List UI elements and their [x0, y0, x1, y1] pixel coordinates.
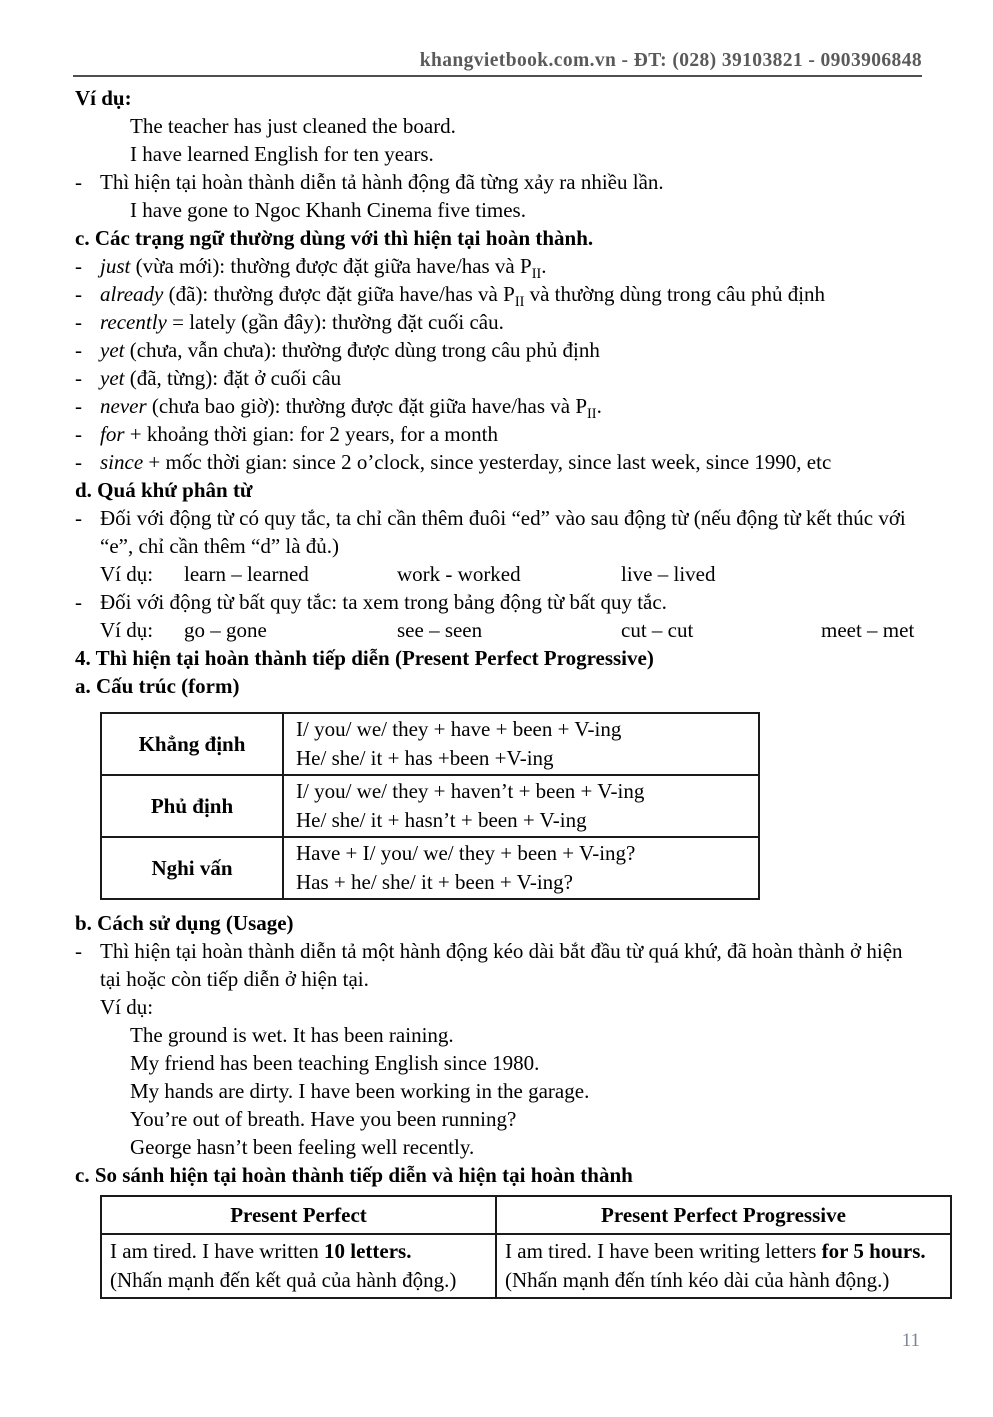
page-content — [75, 84, 926, 1299]
adverb-recently — [75, 308, 923, 336]
form-row-label: Nghi vấn — [101, 837, 283, 899]
bullet-dash: - — [75, 422, 82, 446]
formula-line: I/ you/ we/ they + have + been + V-ing — [296, 717, 622, 741]
example-sentence: The teacher has just cleaned the board. — [130, 114, 456, 138]
example-column: Ví dụ: — [100, 618, 154, 642]
example-sentence: My hands are dirty. I have been working in the garage. — [130, 1079, 590, 1103]
formula-line: I/ you/ we/ they + haven’t + been + V-ing — [296, 779, 645, 803]
page-header: khangvietbook.com.vn - ĐT: (028) 39103821 - 0903906848 — [73, 50, 922, 77]
adverb-never — [75, 392, 923, 423]
example-column: see – seen — [397, 618, 483, 642]
bullet-text: since + mốc thời gian: since 2 o’clock, since yesterday, since last week, since 1990, etc — [100, 450, 832, 474]
regular-verbs-bullet — [75, 504, 923, 560]
vidu-label: Ví dụ: — [100, 995, 154, 1019]
bullet-text: yet (chưa, vẫn chưa): thường được dùng trong câu phủ định — [100, 338, 600, 362]
section-heading-c-adverbs: c. Các trạng ngữ thường dùng với thì hiện tại hoàn thành. — [75, 226, 594, 250]
example-column: live – lived — [621, 562, 716, 586]
irregular-verb-examples — [75, 616, 923, 644]
bullet-dash: - — [75, 310, 82, 334]
bullet-dash: - — [75, 939, 82, 963]
perfect-vs-progressive-table — [100, 1195, 952, 1299]
comparison-cell-line: (Nhấn mạnh đến tính kéo dài của hành động.) — [505, 1268, 890, 1292]
bullet-dash: - — [75, 450, 82, 474]
form-row-formula — [283, 837, 759, 899]
form-row-formula — [283, 713, 759, 775]
formula-line: He/ she/ it + hasn’t + been + V-ing — [296, 808, 587, 832]
section-heading-b-usage: b. Cách sử dụng (Usage) — [75, 911, 294, 935]
form-row-label: Phủ định — [101, 775, 283, 837]
comparison-cell — [101, 1234, 496, 1298]
example-sentence: I have learned English for ten years. — [130, 142, 434, 166]
formula-line: Has + he/ she/ it + been + V-ing? — [296, 870, 573, 894]
bullet-text: just (vừa mới): thường được đặt giữa have/has và $P_{II}$. — [100, 254, 547, 283]
adverb-yet-2 — [75, 364, 923, 392]
bullet-dash: - — [75, 170, 82, 194]
form-table-row — [101, 713, 759, 775]
example-column: cut – cut — [621, 618, 694, 642]
ppp-usage-bullet — [75, 937, 923, 993]
bullet-dash: - — [75, 282, 82, 306]
vidu-label: Ví dụ: — [75, 86, 132, 110]
form-table-row — [101, 775, 759, 837]
form-row-formula — [283, 775, 759, 837]
bullet-dash: - — [75, 590, 82, 614]
regular-verb-examples — [75, 560, 923, 588]
bullet-text: recently = lately (gần đây): thường đặt cuối câu. — [100, 310, 504, 334]
bullet-dash: - — [75, 366, 82, 390]
adverb-just — [75, 252, 923, 283]
example-column: meet – met — [821, 618, 915, 642]
comparison-body-row — [101, 1234, 951, 1298]
example-column: go – gone — [184, 618, 267, 642]
bullet-dash: - — [75, 506, 82, 530]
comparison-cell-line: (Nhấn mạnh đến kết quả của hành động.) — [110, 1268, 457, 1292]
comparison-cell-line: I am tired. I have been writing letters for 5 hours. — [505, 1239, 926, 1263]
bullet-dash: - — [75, 254, 82, 278]
comparison-column-header: Present Perfect — [101, 1196, 496, 1234]
form-table-row — [101, 837, 759, 899]
bullet-text: for + khoảng thời gian: for 2 years, for a month — [100, 422, 498, 446]
bullet-text: yet (đã, từng): đặt ở cuối câu — [100, 366, 342, 390]
example-column: Ví dụ: — [100, 562, 154, 586]
section-heading-d-participle: d. Quá khứ phân từ — [75, 478, 253, 502]
example-column: learn – learned — [184, 562, 309, 586]
bullet-dash: - — [75, 338, 82, 362]
comparison-cell-line: I am tired. I have written 10 letters. — [110, 1239, 412, 1263]
usage-bullet — [75, 168, 923, 196]
example-sentence: George hasn’t been feeling well recently. — [130, 1135, 475, 1159]
page-number: 11 — [901, 1330, 920, 1351]
example-sentence: You’re out of breath. Have you been running? — [130, 1107, 517, 1131]
bullet-text: Thì hiện tại hoàn thành diễn tả hành động đã từng xảy ra nhiều lần. — [100, 170, 664, 194]
bullet-text: Thì hiện tại hoàn thành diễn tả một hành động kéo dài bắt đầu từ quá khứ, đã hoàn thành ở hiện tại hoặc còn tiếp diễn ở hiện tại. — [100, 939, 903, 991]
bullet-text: already (đã): thường được đặt giữa have/has và $P_{II}$ và thường dùng trong câu phủ định — [100, 282, 826, 311]
formula-line: Have + I/ you/ we/ they + been + V-ing? — [296, 841, 636, 865]
example-column: work - worked — [397, 562, 521, 586]
section-heading-4-ppp: 4. Thì hiện tại hoàn thành tiếp diễn (Present Perfect Progressive) — [75, 646, 654, 670]
adverb-already — [75, 280, 923, 311]
example-sentence: My friend has been teaching English since 1980. — [130, 1051, 540, 1075]
formula-line: He/ she/ it + has +been +V-ing — [296, 746, 554, 770]
adverb-for — [75, 420, 923, 448]
irregular-verbs-bullet — [75, 588, 923, 616]
comparison-header-row — [101, 1196, 951, 1234]
bullet-text: Đối với động từ có quy tắc, ta chỉ cần thêm đuôi “ed” vào sau động từ (nếu động từ kết thúc với “e”, chỉ cần thêm “d” là đủ.) — [100, 506, 906, 558]
bullet-text: Đối với động từ bất quy tắc: ta xem trong bảng động từ bất quy tắc. — [100, 590, 667, 614]
section-heading-c-compare: c. So sánh hiện tại hoàn thành tiếp diễn và hiện tại hoàn thành — [75, 1163, 633, 1187]
form-row-label: Khẳng định — [101, 713, 283, 775]
comparison-cell — [496, 1234, 951, 1298]
example-sentence: I have gone to Ngoc Khanh Cinema five times. — [130, 198, 526, 222]
example-sentence: The ground is wet. It has been raining. — [130, 1023, 454, 1047]
bullet-text: never (chưa bao giờ): thường được đặt giữa have/has và $P_{II}$. — [100, 394, 602, 423]
comparison-column-header: Present Perfect Progressive — [496, 1196, 951, 1234]
present-perfect-progressive-form-table — [100, 712, 760, 900]
adverb-yet-1 — [75, 336, 923, 364]
adverb-since — [75, 448, 923, 476]
bullet-dash: - — [75, 394, 82, 418]
section-heading-a-form: a. Cấu trúc (form) — [75, 674, 240, 698]
